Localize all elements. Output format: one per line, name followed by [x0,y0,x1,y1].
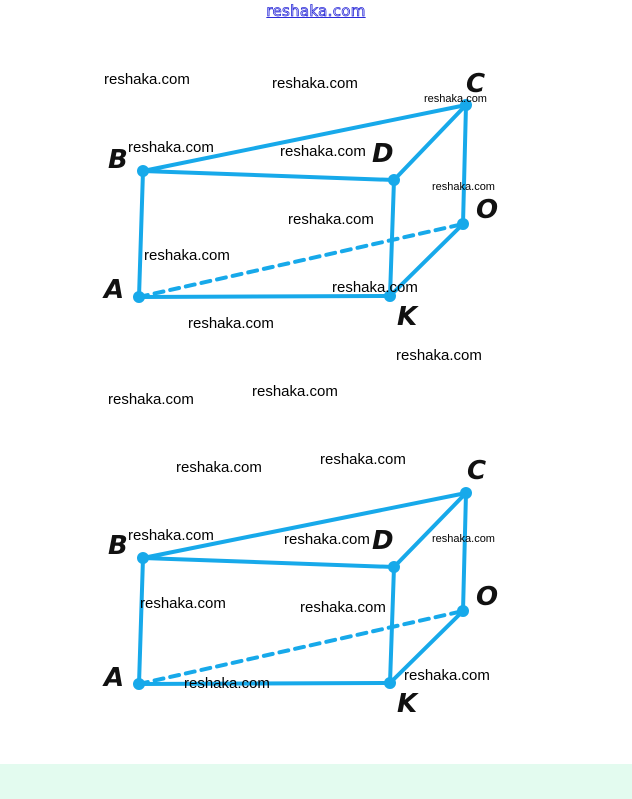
watermark: reshaka.com [288,211,374,228]
footer-band [0,764,632,799]
edge-bc [143,105,466,171]
site-link[interactable]: reshaka.com [266,2,366,20]
vertex-o [457,605,469,617]
vertex-label-d: D [372,139,394,169]
prism-diagram-2 [0,388,632,768]
watermark: reshaka.com [396,347,482,364]
edge-ab [139,171,143,297]
watermark: reshaka.com [404,667,490,684]
prism-diagram-1 [0,0,632,380]
vertices-group [133,99,472,303]
vertex-label-d: D [372,526,394,556]
vertex-a [133,291,145,303]
edge-co [463,493,466,611]
prism-svg-1 [0,0,632,380]
watermark: reshaka.com [272,75,358,92]
edge-co [463,105,466,224]
edge-ak [139,296,390,297]
vertex-d [388,561,400,573]
vertex-label-c: C [466,69,486,99]
watermark: reshaka.com [128,139,214,156]
edge-ab [139,558,143,684]
vertex-label-k: K [397,689,418,719]
vertex-label-a: A [104,275,125,305]
watermark: reshaka.com [108,391,194,408]
vertex-b [137,165,149,177]
edges-group [139,493,466,684]
vertex-label-b: B [108,531,128,561]
vertex-o [457,218,469,230]
vertex-label-a: A [104,663,125,693]
watermark: reshaka.com [280,143,366,160]
watermark: reshaka.com [128,527,214,544]
vertex-label-c: C [467,456,487,486]
watermark: reshaka.com [300,599,386,616]
edges-group [139,105,466,297]
watermark: reshaka.com [252,383,338,400]
vertex-a [133,678,145,690]
vertex-label-o: O [476,195,499,225]
watermark: reshaka.com [432,181,495,193]
edge-bd [143,558,394,567]
watermark: reshaka.com [176,459,262,476]
prism-svg-2 [0,388,632,768]
vertices-group [133,487,472,690]
vertex-label-k: K [397,302,418,332]
edge-bd [143,171,394,180]
vertex-label-o: O [476,582,499,612]
watermark: reshaka.com [184,675,270,692]
edge-bc [143,493,466,558]
vertex-label-b: B [108,145,128,175]
vertex-k [384,677,396,689]
watermark: reshaka.com [104,71,190,88]
watermark: reshaka.com [284,531,370,548]
vertex-d [388,174,400,186]
watermark: reshaka.com [424,93,487,105]
watermark: reshaka.com [144,247,230,264]
watermark: reshaka.com [332,279,418,296]
watermark: reshaka.com [320,451,406,468]
watermark: reshaka.com [432,533,495,545]
vertex-b [137,552,149,564]
vertex-c [460,487,472,499]
watermark: reshaka.com [140,595,226,612]
watermark: reshaka.com [188,315,274,332]
